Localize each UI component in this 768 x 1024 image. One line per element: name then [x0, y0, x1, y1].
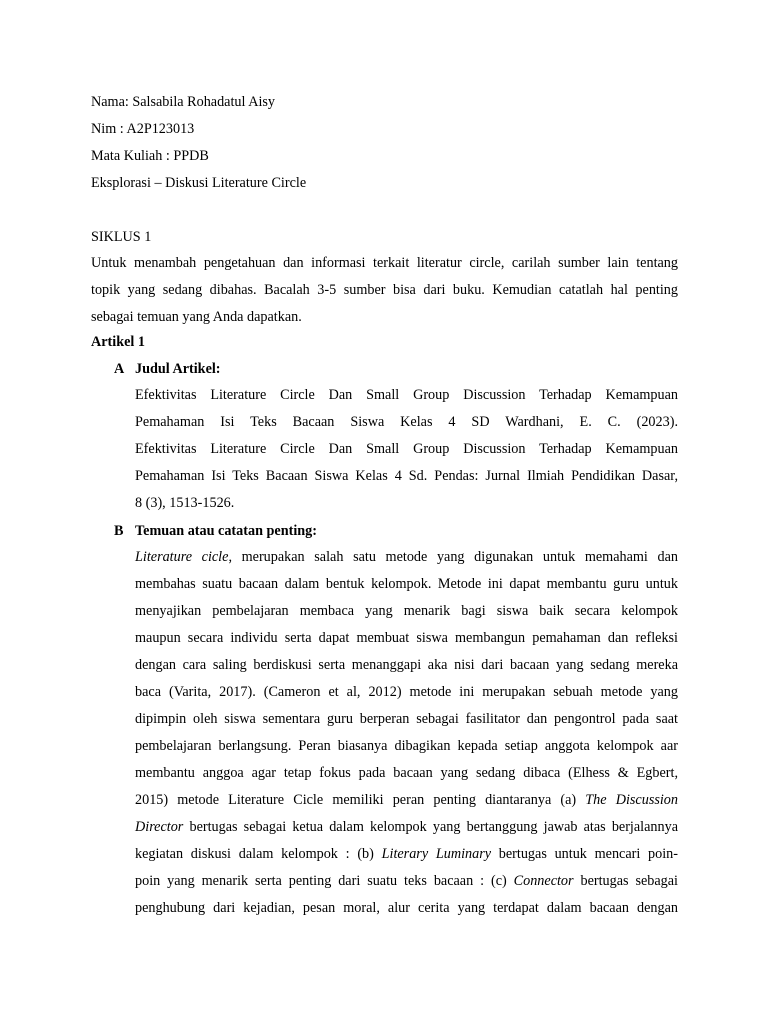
findings-italic-term: Literature cicle — [135, 549, 229, 565]
findings-line: membantu anggoa agar tetap fokus pada bacaan yang sedang dibaca (Elhess & Egbert, — [135, 765, 678, 781]
findings-text: bertugas untuk mencari poin- — [491, 846, 679, 862]
instruction-line: Untuk menambah pengetahuan dan informasi terkait literatur circle, carilah sumber lain tentang — [91, 255, 678, 271]
findings-line: dipimpin oleh siswa sementara guru berperan sebagai fasilitator dan pengontrol pada saat — [135, 711, 678, 727]
findings-text: 2015) metode Literature Cicle memiliki peran penting diantaranya (a) — [135, 792, 586, 808]
exploration-title: Eksplorasi – Diskusi Literature Circle — [91, 175, 307, 191]
instruction-line: topik yang sedang dibahas. Bacalah 3-5 sumber bisa dari buku. Kemudian catatlah hal penting — [91, 282, 678, 298]
findings-line — [135, 841, 678, 868]
cycle-instructions — [91, 250, 678, 331]
findings-text: poin yang menarik serta penting dari suatu teks bacaan : (c) — [135, 873, 514, 889]
findings-line: penghubung dari kejadian, pesan moral, alur cerita yang terdapat dalam bacaan dengan — [135, 900, 678, 916]
findings-paragraph — [135, 544, 678, 922]
findings-line: pembelajaran berlangsung. Peran biasanya dibagikan kepada setiap anggota kelompok aar — [135, 738, 678, 754]
reference-line: Pemahaman Isi Teks Bacaan Siswa Kelas 4 Sd. Pendas: Jurnal Ilmiah Pendidikan Dasar, — [135, 468, 678, 484]
reference-line: Efektivitas Literature Circle Dan Small Group Discussion Terhadap Kemampuan — [135, 441, 678, 457]
reference-line: 8 (3), 1513-1526. — [135, 495, 235, 511]
findings-line — [135, 544, 678, 571]
course-name: Mata Kuliah : PPDB — [91, 148, 209, 164]
findings-text: , merupakan salah satu metode yang digunakan untuk memahami dan — [228, 549, 678, 565]
article-title: Artikel 1 — [91, 334, 145, 350]
reference-line: Pemahaman Isi Teks Bacaan Siswa Kelas 4 SD Wardhani, E. C. (2023). — [135, 414, 678, 430]
section-b-marker: B — [114, 523, 124, 539]
section-a-heading: Judul Artikel: — [135, 361, 221, 377]
findings-line — [135, 787, 678, 814]
cycle-title: SIKLUS 1 — [91, 229, 152, 245]
findings-line — [135, 814, 678, 841]
student-nim: Nim : A2P123013 — [91, 121, 195, 137]
section-b-heading: Temuan atau catatan penting: — [135, 523, 317, 539]
findings-line: membahas suatu bacaan dalam bentuk kelompok. Metode ini dapat membantu guru untuk — [135, 576, 678, 592]
findings-line — [135, 868, 678, 895]
findings-line: dengan cara saling berdiskusi serta menanggapi aka nisi dari bacaan yang sedang mereka — [135, 657, 678, 673]
findings-italic-term: The Discussion — [585, 792, 678, 808]
reference-line: Efektivitas Literature Circle Dan Small Group Discussion Terhadap Kemampuan — [135, 387, 678, 403]
findings-line: maupun secara individu serta dapat membuat siswa membangun pemahaman dan refleksi — [135, 630, 678, 646]
findings-line: baca (Varita, 2017). (Cameron et al, 2012) metode ini merupakan sebuah metode yang — [135, 684, 678, 700]
student-name: Nama: Salsabila Rohadatul Aisy — [91, 94, 276, 110]
findings-text: bertugas sebagai — [573, 873, 679, 889]
section-a-marker: A — [114, 361, 125, 377]
findings-text: bertugas sebagai ketua dalam kelompok yang bertanggung jawab atas berjalannya — [183, 819, 678, 835]
findings-italic-term: Literary Luminary — [381, 846, 492, 862]
findings-italic-term: Connector — [513, 873, 574, 889]
findings-text: kegiatan diskusi dalam kelompok : (b) — [135, 846, 382, 862]
findings-line: menyajikan pembelajaran membaca yang menarik bagi siswa baik secara kelompok — [135, 603, 678, 619]
instruction-line: sebagai temuan yang Anda dapatkan. — [91, 309, 302, 325]
article-reference — [135, 382, 678, 517]
findings-italic-term: Director — [135, 819, 184, 835]
